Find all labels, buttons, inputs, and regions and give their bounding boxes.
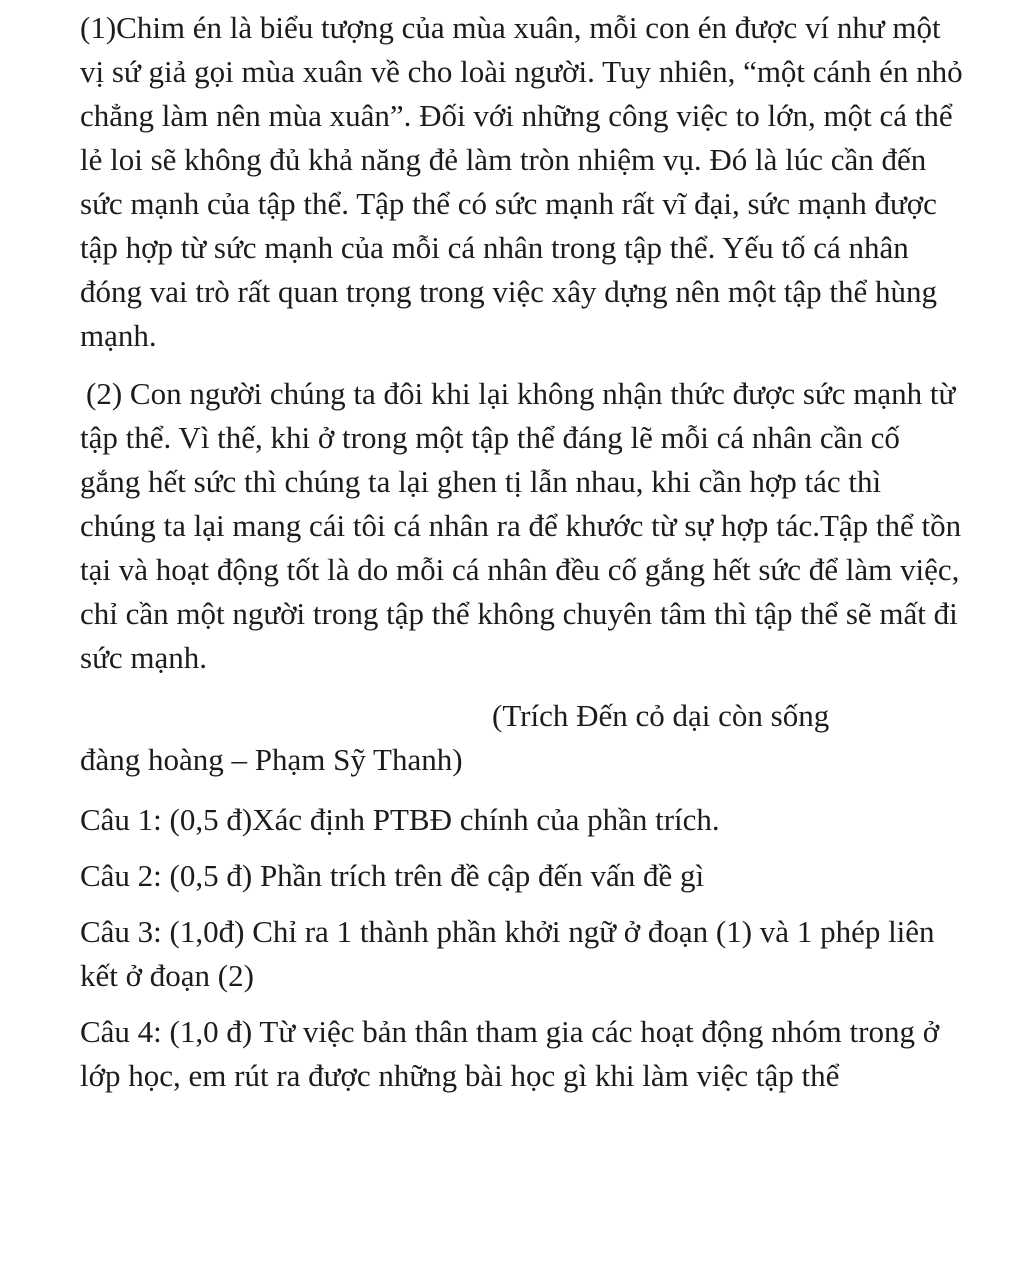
question-1: Câu 1: (0,5 đ)Xác định PTBĐ chính của phần trích. [80, 802, 720, 837]
question-4: Câu 4: (1,0 đ) Từ việc bản thân tham gia các hoạt động nhóm trong ở lớp học, em rút ra được những bài học gì khi làm việc tập thể [80, 1014, 940, 1093]
source-citation-line-1: (Trích Đến cỏ dại còn sống [492, 698, 830, 733]
passage-paragraph-1: (1)Chim én là biểu tượng của mùa xuân, mỗi con én được ví như một vị sứ giả gọi mùa xuân về cho loài người. Tuy nhiên, “một cánh én nhỏ chẳng làm nên mùa xuân”. Đối với những công việc to lớn, một cá thể lẻ loi sẽ không đủ khả năng đẻ làm tròn nhiệm vụ. Đó là lúc cần đến sức mạnh của tập thể. Tập thể có sức mạnh rất vĩ đại, sức mạnh được tập hợp từ sức mạnh của mỗi cá nhân trong tập thể. Yếu tố cá nhân đóng vai trò rất quan trọng trong việc xây dựng nên một tập thể hùng mạnh. [80, 10, 963, 353]
source-citation-line-2: đàng hoàng – Phạm Sỹ Thanh) [80, 742, 463, 777]
question-2: Câu 2: (0,5 đ) Phần trích trên đề cập đến vấn đề gì [80, 858, 705, 893]
passage-paragraph-2: (2) Con người chúng ta đôi khi lại không nhận thức được sức mạnh từ tập thể. Vì thế, khi ở trong một tập thể đáng lẽ mỗi cá nhân cần cố gắng hết sức thì chúng ta lại ghen tị lẫn nhau, khi cần hợp tác thì chúng ta lại mang cái tôi cá nhân ra để khước từ sự hợp tác.Tập thể tồn tại và hoạt động tốt là do mỗi cá nhân đều cố gắng hết sức để làm việc, chỉ cần một người trong tập thể không chuyên tâm thì tập thể sẽ mất đi sức mạnh. [80, 376, 962, 675]
question-3: Câu 3: (1,0đ) Chỉ ra 1 thành phần khởi ngữ ở đoạn (1) và 1 phép liên kết ở đoạn (2) [80, 914, 935, 993]
